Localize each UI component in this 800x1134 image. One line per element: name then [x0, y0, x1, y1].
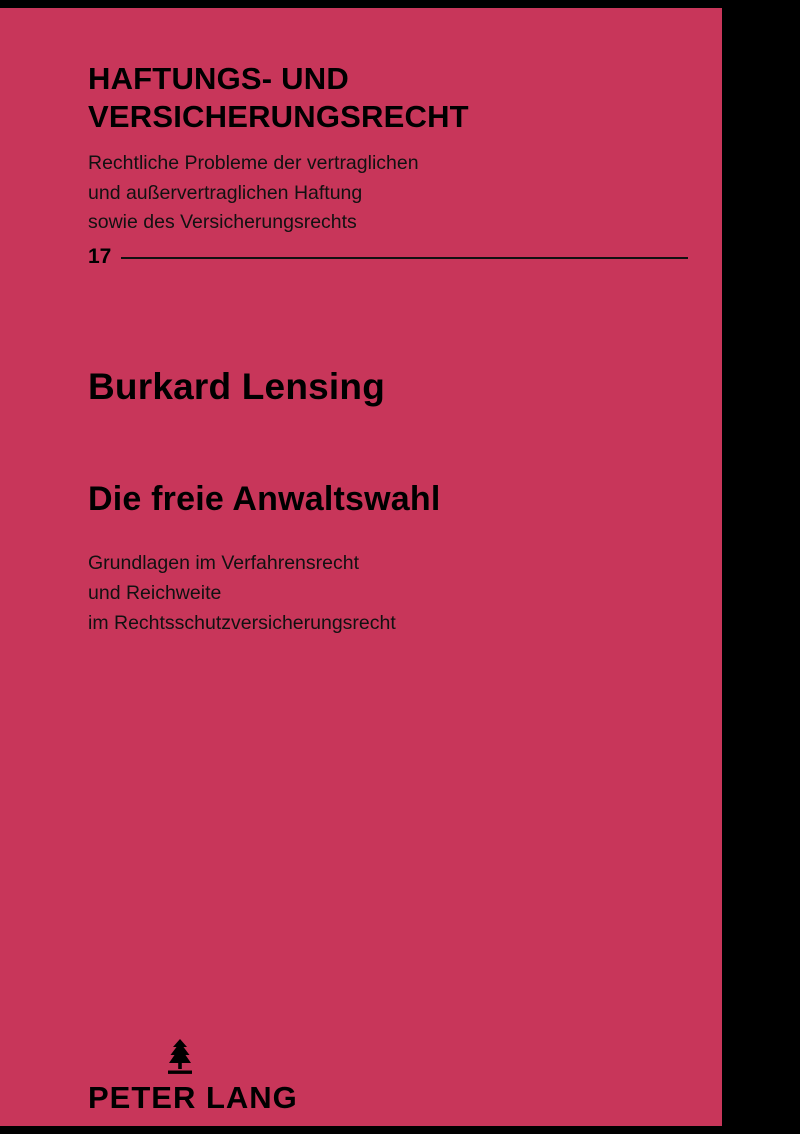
book-subtitle	[88, 548, 668, 639]
publisher-name: PETER LANG	[88, 1080, 298, 1115]
author-name: Burkard Lensing	[88, 366, 385, 407]
series-description-line: und außervertraglichen Haftung	[88, 181, 363, 204]
book-title: Die freie Anwaltswahl	[88, 480, 441, 518]
series-block	[88, 60, 688, 267]
series-volume-number: 17	[88, 244, 112, 268]
horizontal-rule	[121, 257, 688, 259]
publisher-block	[88, 1038, 388, 1116]
series-description-line: Rechtliche Probleme der vertraglichen	[88, 151, 419, 174]
book-subtitle-line: Grundlagen im Verfahrensrecht	[88, 552, 359, 574]
series-description-line: sowie des Versicherungsrechts	[88, 211, 357, 234]
tree-logo-icon	[160, 1038, 200, 1076]
cover-panel	[0, 8, 722, 1126]
book-subtitle-line: und Reichweite	[88, 582, 222, 605]
series-description	[88, 149, 688, 238]
series-title: HAFTUNGS- UND VERSICHERUNGSRECHT	[88, 61, 469, 135]
series-number-row	[88, 246, 688, 267]
book-subtitle-line: im Rechtsschutzversicherungsrecht	[88, 612, 396, 635]
